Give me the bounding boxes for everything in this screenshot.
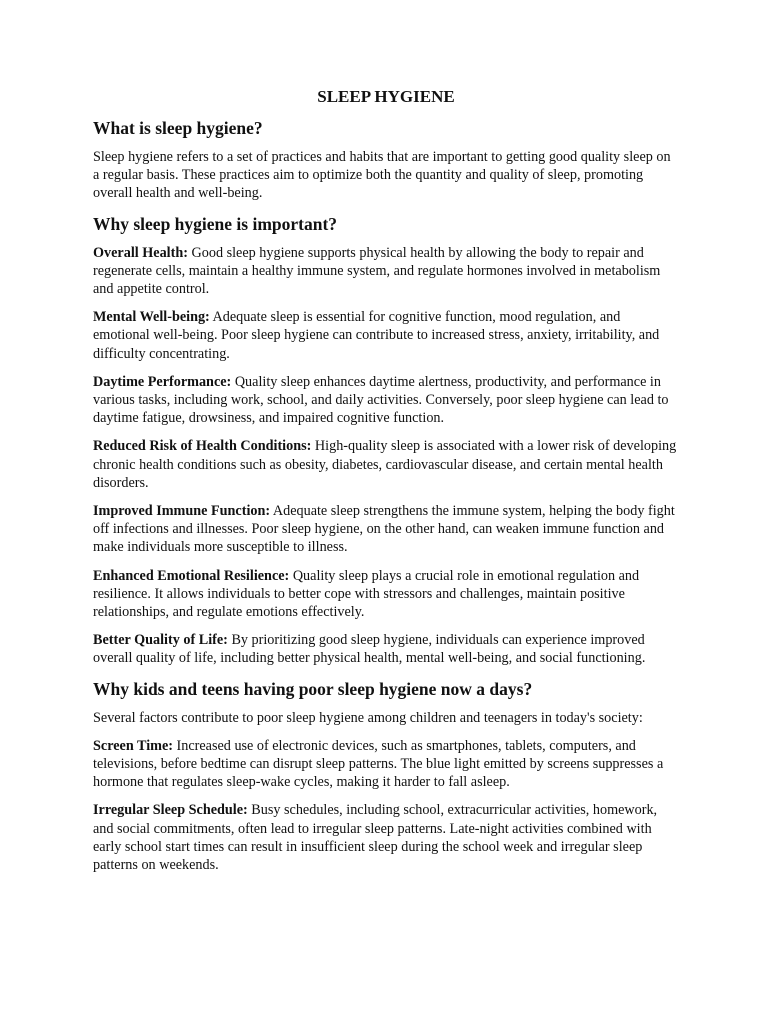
document-title: SLEEP HYGIENE bbox=[317, 87, 455, 106]
factor-text: Busy schedules, including school, extracurricular activities, homework, and social commitments, often lead to irregular sleep patterns. Late-night activities combined with early school start times can result in insufficient sleep during the school week and irregular sleep patterns on weekends. bbox=[93, 802, 658, 874]
section-heading-why-important: Why sleep hygiene is important? bbox=[93, 213, 338, 234]
section-heading-what-is: What is sleep hygiene? bbox=[93, 118, 263, 138]
benefit-term: Overall Health: bbox=[93, 244, 188, 261]
benefit-mental-well-being bbox=[93, 308, 679, 363]
factor-term: Screen Time: bbox=[93, 737, 173, 754]
factor-text: Increased use of electronic devices, such as smartphones, tablets, computers, and televisions, before bedtime can disrupt sleep patterns. The blue light emitted by screens suppresses a hormone that regulates sleep-wake cycles, making it harder to fall asleep. bbox=[93, 737, 664, 791]
benefit-text: Adequate sleep strengthens the immune system, helping the body fight off infections and illnesses. Poor sleep hygiene, on the other hand, can weaken immune function and make individuals more susceptible to illness. bbox=[93, 503, 675, 556]
benefit-term: Daytime Performance: bbox=[93, 373, 232, 390]
benefit-term: Reduced Risk of Health Conditions: bbox=[93, 438, 312, 455]
factor-screen-time bbox=[93, 737, 679, 792]
definition-paragraph: Sleep hygiene refers to a set of practices and habits that are important to getting good quality sleep on a regular basis. These practices aim to optimize both the quantity and quality of sleep, promoting overall health and well-being. bbox=[93, 149, 671, 202]
section-heading-kids-teens: Why kids and teens having poor sleep hygiene now a days? bbox=[93, 678, 533, 699]
benefit-term: Mental Well-being: bbox=[93, 309, 210, 326]
benefit-text: High-quality sleep is associated with a lower risk of developing chronic health conditions such as obesity, diabetes, cardiovascular disease, and certain mental health disorders. bbox=[93, 438, 677, 491]
benefit-text: Quality sleep enhances daytime alertness, productivity, and performance in various tasks, including work, school, and daily activities. Conversely, poor sleep hygiene can lead to daytime fatigue, drowsiness, and impaired cognitive function. bbox=[93, 373, 669, 427]
factors-intro-paragraph: Several factors contribute to poor sleep hygiene among children and teenagers in today's society: bbox=[93, 709, 643, 726]
benefit-emotional-resilience bbox=[93, 567, 679, 622]
document-page bbox=[93, 86, 679, 884]
benefit-term: Improved Immune Function: bbox=[93, 503, 271, 520]
benefit-term: Better Quality of Life: bbox=[93, 632, 228, 649]
benefit-text: Adequate sleep is essential for cognitive function, mood regulation, and emotional well-being. Poor sleep hygiene can contribute to increased stress, anxiety, irritability, and difficulty concentrating. bbox=[93, 309, 660, 362]
benefit-immune-function bbox=[93, 502, 679, 557]
benefit-term: Enhanced Emotional Resilience: bbox=[93, 567, 290, 584]
benefit-text: By prioritizing good sleep hygiene, individuals can experience improved overall quality of life, including better physical health, mental well-being, and social functioning. bbox=[93, 632, 646, 667]
benefit-reduced-risk bbox=[93, 437, 679, 492]
benefit-quality-of-life bbox=[93, 631, 679, 667]
factor-term: Irregular Sleep Schedule: bbox=[93, 802, 248, 819]
benefit-overall-health bbox=[93, 244, 679, 299]
benefit-daytime-performance bbox=[93, 373, 679, 428]
factor-irregular-schedule bbox=[93, 801, 679, 874]
benefit-text: Good sleep hygiene supports physical health by allowing the body to repair and regenerate cells, maintain a healthy immune system, and regulate hormones involved in metabolism and appetite control. bbox=[93, 244, 661, 298]
benefit-text: Quality sleep plays a crucial role in emotional regulation and resilience. It allows individuals to better cope with stressors and challenges, maintain positive relationships, and regulate emotions effectively. bbox=[93, 567, 640, 621]
